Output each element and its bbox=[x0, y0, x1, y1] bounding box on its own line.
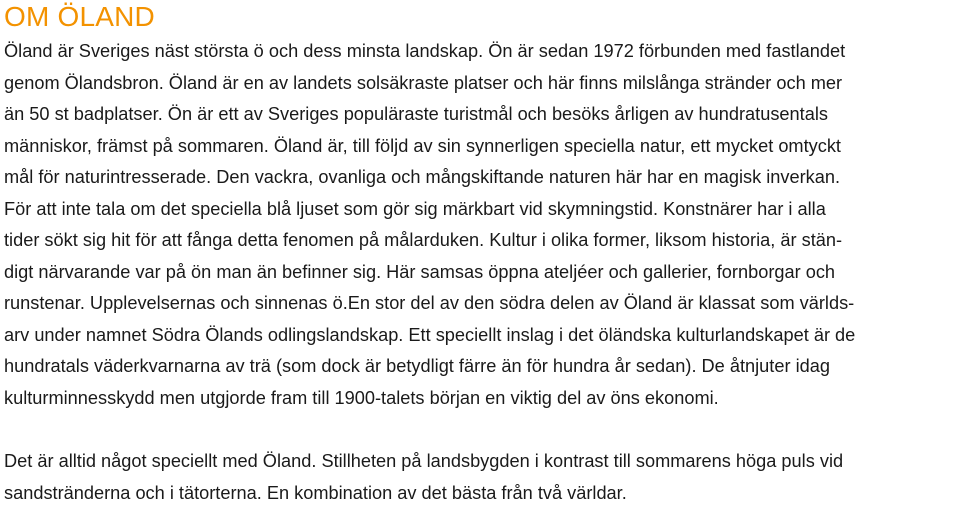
paragraph-line: Öland är Sveriges näst största ö och dess minsta landskap. Ön är sedan 1972 förbunden med fastlandet bbox=[4, 41, 846, 61]
paragraph-line: sandstränderna och i tätorterna. En kombination av det bästa från två världar. bbox=[4, 482, 627, 503]
page-title: OM ÖLAND bbox=[4, 1, 155, 32]
paragraph-1 bbox=[4, 36, 956, 414]
paragraph-line: genom Ölandsbron. Öland är en av landets solsäkraste platser och här finns milslånga stränder och mer bbox=[4, 72, 843, 93]
paragraph-line: arv under namnet Södra Ölands odlingslandskap. Ett speciellt inslag i det öländska kulturlandskapet är de bbox=[4, 324, 856, 345]
paragraph-2 bbox=[4, 446, 956, 509]
paragraph-spacer bbox=[4, 414, 956, 446]
paragraph-line: än 50 st badplatser. Ön är ett av Sveriges populäraste turistmål och besöks årligen av hundratusentals bbox=[4, 104, 828, 124]
paragraph-line: mål för naturintresserade. Den vackra, ovanliga och mångskiftande naturen här har en magisk inverkan. bbox=[4, 167, 841, 187]
paragraph-line: För att inte tala om det speciella blå ljuset som gör sig märkbart vid skymningstid. Konstnärer har i alla bbox=[4, 198, 826, 219]
paragraph-line: människor, främst på sommaren. Öland är, till följd av sin synnerligen speciella natur, ett mycket omtyckt bbox=[4, 135, 841, 156]
paragraph-line: digt närvarande var på ön man än befinner sig. Här samsas öppna ateljéer och gallerier, fornborgar och bbox=[4, 261, 836, 282]
paragraph-line: tider sökt sig hit för att fånga detta fenomen på målarduken. Kultur i olika former, liksom historia, är stän- bbox=[4, 230, 843, 250]
paragraph-line: Det är alltid något speciellt med Öland. Stillheten på landsbygden i kontrast till sommarens höga puls vid bbox=[4, 451, 844, 471]
paragraph-line: runstenar. Upplevelsernas och sinnenas ö.En stor del av den södra delen av Öland är klassat som världs- bbox=[4, 293, 855, 313]
paragraph-line: kulturminnesskydd men utgjorde fram till 1900-talets början en viktig del av öns ekonomi. bbox=[4, 387, 719, 408]
paragraph-line: hundratals väderkvarnarna av trä (som dock är betydligt färre än för hundra år sedan). De åtnjuter idag bbox=[4, 356, 830, 376]
